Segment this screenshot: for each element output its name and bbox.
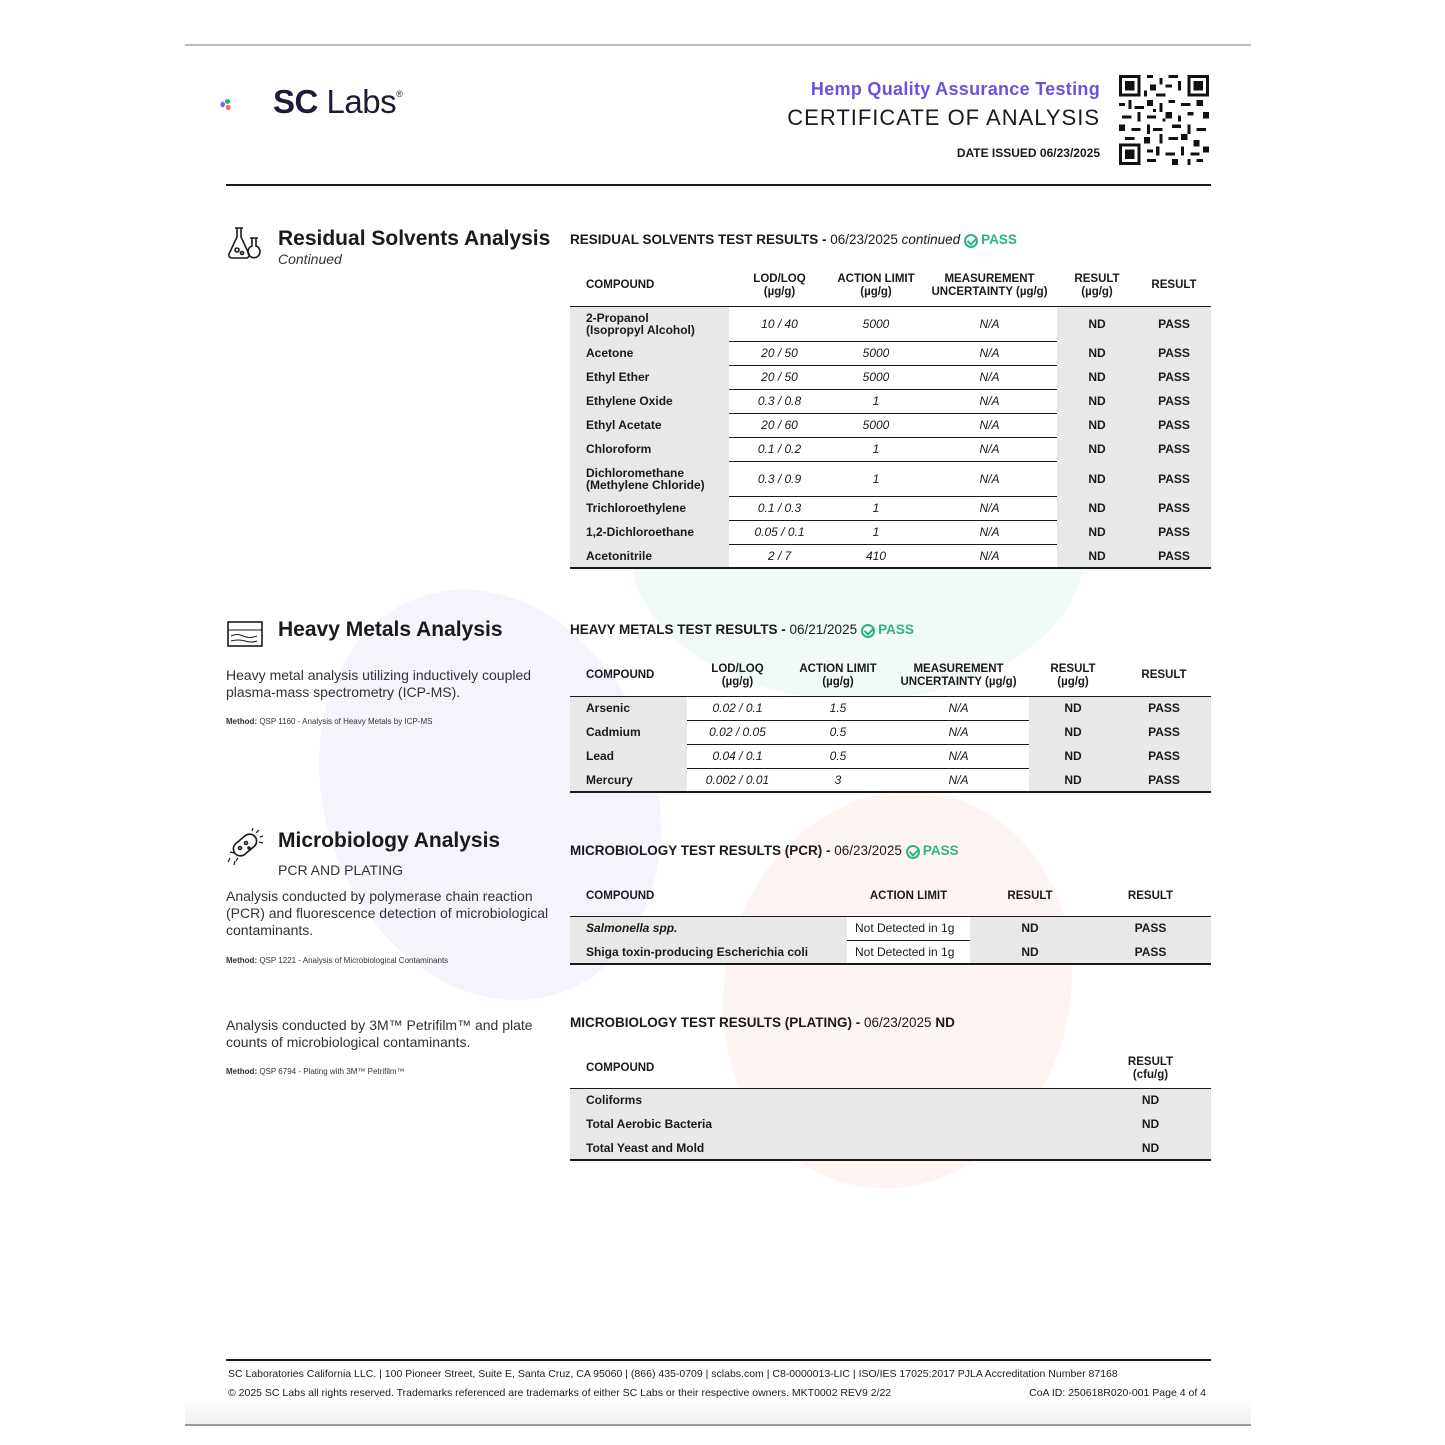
table-cell: ND: [1029, 720, 1117, 744]
table-row: [570, 365, 1211, 389]
table-cell: 0.5: [788, 744, 888, 768]
table-cell: N/A: [888, 744, 1029, 768]
table-cell: ND: [1057, 413, 1137, 437]
footer-copyright: © 2025 SC Labs all rights reserved. Trademarks referenced are trademarks of either SC Labs or their respective owners. MKT0002 REV9 2/22: [228, 1387, 892, 1399]
table-row: [570, 744, 1211, 768]
table-cell: 0.05 / 0.1: [729, 520, 830, 544]
table-cell: ND: [1057, 461, 1137, 496]
table-row: [570, 1112, 1211, 1136]
sc-labs-logo-icon: [220, 80, 270, 130]
heavy-metals-description: Heavy metal analysis utilizing inductively coupled plasma-mass spectrometry (ICP-MS).: [226, 667, 532, 700]
compound-name: Chloroform: [570, 437, 729, 461]
table-cell: 5000: [830, 341, 922, 365]
table-cell: PASS: [1117, 720, 1211, 744]
table-cell: N/A: [922, 437, 1057, 461]
plating-table-title: MICROBIOLOGY TEST RESULTS (PLATING) - 06/23/2025 ND: [570, 1015, 955, 1030]
table-row: [570, 496, 1211, 520]
table-cell: PASS: [1137, 496, 1211, 520]
residual-section-subtitle: Continued: [278, 251, 342, 267]
table-cell: 0.002 / 0.01: [687, 768, 788, 792]
table-cell: N/A: [888, 696, 1029, 720]
table-cell: 0.1 / 0.3: [729, 496, 830, 520]
column-header: RESULT: [1007, 890, 1053, 903]
table-cell: 0.5: [788, 720, 888, 744]
column-header: LOD/LOQ (µg/g): [753, 272, 806, 298]
microbiology-pcr-table: [570, 878, 1211, 965]
table-row: [570, 720, 1211, 744]
table-cell: 1: [830, 496, 922, 520]
compound-name: Shiga toxin-producing Escherichia coli: [570, 940, 847, 964]
pass-check-icon: [906, 845, 920, 859]
pass-check-icon: [861, 624, 875, 638]
column-header: ACTION LIMIT (µg/g): [799, 662, 877, 688]
page-top-border: [185, 44, 1251, 46]
table-row: [570, 461, 1211, 496]
column-header: MEASUREMENT UNCERTAINTY (µg/g): [900, 662, 1017, 688]
table-cell: PASS: [1137, 544, 1211, 568]
table-cell: PASS: [1137, 341, 1211, 365]
footer-address: SC Laboratories California LLC. | 100 Pioneer Street, Suite E, Santa Cruz, CA 95060 | (866) 435-0709 | sclabs.com | C8-0000013-LIC | ISO/IES 17025:2017 PJLA Accreditation Number 87168: [228, 1368, 1118, 1380]
compound-name: Ethyl Acetate: [570, 413, 729, 437]
table-row: [570, 306, 1211, 341]
column-header: RESULT (µg/g): [1050, 662, 1096, 688]
table-cell: ND: [1090, 1088, 1211, 1112]
table-cell: Not Detected in 1g: [847, 940, 970, 964]
compound-name: Ethylene Oxide: [570, 389, 729, 413]
table-cell: Not Detected in 1g: [847, 916, 970, 940]
microbiology-pcr-description: Analysis conducted by polymerase chain reaction (PCR) and fluorescence detection of microbiological contaminants.: [226, 888, 549, 938]
table-row: [570, 389, 1211, 413]
header-rule: [226, 184, 1211, 186]
compound-name: Cadmium: [570, 720, 687, 744]
column-header: RESULT: [1151, 279, 1197, 292]
microbiology-pcr-method: Method: QSP 1221 - Analysis of Microbiological Contaminants: [226, 956, 449, 965]
table-cell: ND: [1029, 744, 1117, 768]
table-cell: 410: [830, 544, 922, 568]
table-row: [570, 916, 1211, 940]
table-cell: PASS: [1117, 768, 1211, 792]
table-cell: 0.04 / 0.1: [687, 744, 788, 768]
heavy-metals-table: [570, 656, 1211, 793]
microbiology-section-title: Microbiology Analysis: [278, 829, 501, 852]
bacteria-icon: [226, 828, 264, 866]
microbiology-plating-method: Method: QSP 6794 - Plating with 3M™ Petrifilm™: [226, 1067, 405, 1076]
table-cell: 5000: [830, 413, 922, 437]
footer-coa-id: CoA ID: 250618R020-001 Page 4 of 4: [1029, 1387, 1206, 1399]
pass-check-icon: [964, 234, 978, 248]
table-cell: 3: [788, 768, 888, 792]
column-header: RESULT: [1127, 890, 1174, 903]
table-cell: ND: [1057, 437, 1137, 461]
table-cell: N/A: [922, 461, 1057, 496]
table-cell: PASS: [1137, 389, 1211, 413]
compound-name: Lead: [570, 744, 687, 768]
table-cell: 5000: [830, 365, 922, 389]
table-row: [570, 1088, 1211, 1112]
table-cell: N/A: [922, 389, 1057, 413]
column-header: LOD/LOQ (µg/g): [711, 662, 764, 688]
table-cell: PASS: [1137, 306, 1211, 341]
table-cell: PASS: [1137, 437, 1211, 461]
table-cell: ND: [1057, 365, 1137, 389]
table-cell: 1.5: [788, 696, 888, 720]
residual-solvents-table: [570, 266, 1211, 569]
metal-ingot-icon: [226, 618, 264, 650]
heavy-metals-method: Method: QSP 1160 - Analysis of Heavy Metals by ICP-MS: [226, 717, 433, 726]
table-cell: ND: [1090, 1112, 1211, 1136]
column-header: COMPOUND: [586, 669, 655, 682]
table-cell: 0.1 / 0.2: [729, 437, 830, 461]
table-row: [570, 544, 1211, 568]
table-row: [570, 341, 1211, 365]
column-header: MEASUREMENT UNCERTAINTY (µg/g): [931, 272, 1048, 298]
heavy-metals-table-title: HEAVY METALS TEST RESULTS - 06/21/2025 PASS: [570, 622, 914, 637]
table-cell: N/A: [922, 520, 1057, 544]
table-row: [570, 520, 1211, 544]
page-bottom-border: [185, 1424, 1251, 1426]
table-cell: 1: [830, 520, 922, 544]
flask-icon: [226, 224, 264, 262]
table-cell: 0.3 / 0.8: [729, 389, 830, 413]
compound-name: Total Aerobic Bacteria: [570, 1112, 1090, 1136]
table-cell: 1: [830, 437, 922, 461]
pcr-table-title: MICROBIOLOGY TEST RESULTS (PCR) - 06/23/2025 PASS: [570, 843, 959, 858]
footer-rule: [226, 1359, 1211, 1361]
compound-name: 2-Propanol (Isopropyl Alcohol): [570, 306, 729, 341]
logo-wordmark: SC Labs®: [273, 83, 403, 120]
column-header: COMPOUND: [586, 279, 655, 292]
compound-name: Acetone: [570, 341, 729, 365]
table-cell: 0.02 / 0.05: [687, 720, 788, 744]
table-row: [570, 1136, 1211, 1160]
heavy-metals-section-title: Heavy Metals Analysis: [278, 618, 503, 641]
column-header: ACTION LIMIT (µg/g): [837, 272, 915, 298]
table-cell: N/A: [922, 496, 1057, 520]
table-cell: PASS: [1137, 461, 1211, 496]
table-cell: 2 / 7: [729, 544, 830, 568]
table-cell: ND: [1057, 306, 1137, 341]
column-header: RESULT (µg/g): [1074, 272, 1120, 298]
compound-name: Total Yeast and Mold: [570, 1136, 1090, 1160]
table-row: [570, 413, 1211, 437]
table-cell: PASS: [1137, 413, 1211, 437]
compound-name: Trichloroethylene: [570, 496, 729, 520]
table-cell: N/A: [922, 365, 1057, 389]
document-subtitle: Hemp Quality Assurance Testing: [810, 79, 1100, 99]
compound-name: Mercury: [570, 768, 687, 792]
table-cell: 20 / 50: [729, 341, 830, 365]
table-cell: N/A: [888, 720, 1029, 744]
table-cell: ND: [1029, 768, 1117, 792]
table-cell: ND: [1057, 389, 1137, 413]
table-cell: N/A: [922, 544, 1057, 568]
table-cell: 0.02 / 0.1: [687, 696, 788, 720]
table-cell: N/A: [922, 413, 1057, 437]
compound-name: Arsenic: [570, 696, 687, 720]
table-cell: ND: [1029, 696, 1117, 720]
microbiology-section-subtitle: PCR AND PLATING: [278, 862, 403, 878]
table-row: [570, 437, 1211, 461]
table-cell: PASS: [1090, 940, 1211, 964]
table-cell: ND: [1057, 341, 1137, 365]
column-header: ACTION LIMIT: [869, 890, 948, 903]
table-cell: 5000: [830, 306, 922, 341]
compound-name: Coliforms: [570, 1088, 1090, 1112]
table-cell: 20 / 50: [729, 365, 830, 389]
table-cell: ND: [970, 916, 1090, 940]
column-header: COMPOUND: [586, 1062, 655, 1075]
table-cell: PASS: [1117, 696, 1211, 720]
table-cell: 0.3 / 0.9: [729, 461, 830, 496]
table-cell: 1: [830, 389, 922, 413]
qr-code-icon: [1119, 75, 1209, 165]
table-cell: ND: [1057, 520, 1137, 544]
date-issued: DATE ISSUED 06/23/2025: [956, 146, 1100, 160]
residual-section-title: Residual Solvents Analysis: [278, 227, 551, 250]
table-row: [570, 940, 1211, 964]
document-title: CERTIFICATE OF ANALYSIS: [787, 105, 1100, 130]
table-cell: ND: [970, 940, 1090, 964]
table-row: [570, 696, 1211, 720]
table-row: [570, 768, 1211, 792]
table-cell: ND: [1057, 496, 1137, 520]
table-cell: 1: [830, 461, 922, 496]
table-cell: N/A: [922, 306, 1057, 341]
table-cell: PASS: [1090, 916, 1211, 940]
compound-name: 1,2-Dichloroethane: [570, 520, 729, 544]
table-cell: 10 / 40: [729, 306, 830, 341]
compound-name: Acetonitrile: [570, 544, 729, 568]
compound-name: Dichloromethane (Methylene Chloride): [570, 461, 729, 496]
table-cell: PASS: [1137, 520, 1211, 544]
column-header: RESULT (cfu/g): [1127, 1055, 1174, 1081]
table-cell: PASS: [1117, 744, 1211, 768]
compound-name: Salmonella spp.: [570, 916, 847, 940]
table-cell: N/A: [922, 341, 1057, 365]
microbiology-plating-table: [570, 1050, 1211, 1161]
table-cell: ND: [1057, 544, 1137, 568]
table-cell: ND: [1090, 1136, 1211, 1160]
table-cell: PASS: [1137, 365, 1211, 389]
microbiology-plating-description: Analysis conducted by 3M™ Petrifilm™ and plate counts of microbiological contaminants.: [226, 1017, 533, 1050]
table-cell: 20 / 60: [729, 413, 830, 437]
page-bottom-shadow: [185, 1400, 1251, 1424]
column-header: RESULT: [1141, 669, 1187, 682]
column-header: COMPOUND: [586, 890, 655, 903]
residual-table-title: RESIDUAL SOLVENTS TEST RESULTS - 06/23/2025 continued PASS: [570, 232, 1017, 247]
table-cell: N/A: [888, 768, 1029, 792]
compound-name: Ethyl Ether: [570, 365, 729, 389]
